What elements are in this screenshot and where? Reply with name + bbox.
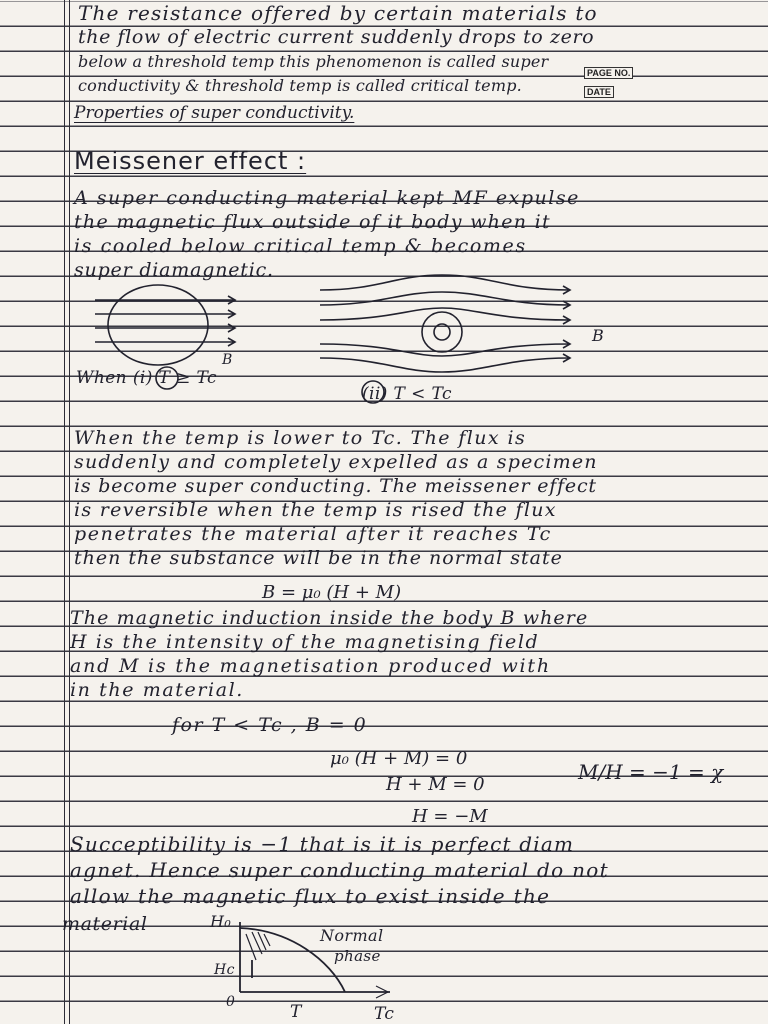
intro-line-1: The resistance offered by certain materials to [78, 1, 598, 25]
graph-label-hc: Hc [214, 962, 235, 978]
graph-label-origin: 0 [226, 994, 236, 1010]
diagram-label-b-left: B [222, 352, 233, 368]
graph-label-h0: H₀ [210, 912, 232, 931]
diagram-label-b-right: B [592, 326, 605, 345]
body4-line-1: Succeptibility is −1 that is it is perfect diam [70, 832, 575, 856]
properties-heading: Properties of super conductivity. [74, 103, 355, 123]
formula-main: B = μ₀ (H + M) [262, 582, 402, 603]
meissner-line-1: A super conducting material kept MF expulse [74, 187, 580, 209]
body3-line-2: H is the intensity of the magnetising field [70, 631, 540, 653]
meissner-line-3: is cooled below critical temp & becomes [74, 235, 527, 257]
derivation-line-2: μ₀ (H + M) = 0 [330, 748, 468, 769]
graph-label-tc: Tc [374, 1004, 395, 1024]
meissner-line-2: the magnetic flux outside of it body when it [74, 211, 551, 233]
body2-line-5: penetrates the material after it reaches Tc [74, 523, 552, 545]
body2-line-1: When the temp is lower to Tc. The flux is [74, 427, 527, 449]
body3-line-3: and M is the magnetisation produced with [70, 655, 551, 677]
body4-line-4: material [62, 913, 148, 935]
intro-line-2: the flow of electric current suddenly drops to zero [78, 26, 595, 48]
diagram-caption-left: When (i) T ≥ Tc [76, 368, 217, 388]
body4-line-3: allow the magnetic flux to exist inside the [70, 884, 551, 908]
intro-line-3: below a threshold temp this phenomenon is called super [78, 52, 549, 71]
body2-line-3: is become super conducting. The meissener effect [74, 475, 597, 497]
derivation-line-4: H = −M [412, 806, 488, 827]
body3-line-1: The magnetic induction inside the body B where [70, 607, 589, 629]
derivation-line-1: for T < Tc , B = 0 [172, 714, 368, 736]
intro-line-4: conductivity & threshold temp is called critical temp. [78, 76, 522, 95]
body3-line-4: in the material. [70, 679, 244, 701]
graph-label-phase: phase [334, 947, 381, 965]
stamp-page-no: PAGE NO. [584, 67, 633, 79]
meissner-line-4: super diamagnetic. [74, 259, 274, 281]
body4-line-2: agnet. Hence super conducting material do not [70, 858, 609, 882]
graph-label-normal: Normal [320, 926, 384, 945]
body2-line-6: then the substance will be in the normal state [74, 547, 563, 569]
derivation-ratio: M/H = −1 = χ [578, 760, 724, 784]
derivation-line-3: H + M = 0 [386, 774, 485, 795]
stamp-date: DATE [584, 86, 614, 98]
graph-label-t: T [290, 1002, 302, 1022]
body2-line-4: is reversible when the temp is rised the flux [74, 499, 557, 521]
body2-line-2: suddenly and completely expelled as a specimen [74, 451, 598, 473]
diagram-caption-right: (ii) T < Tc [362, 384, 452, 404]
meissner-title: Meissener effect : [74, 147, 307, 175]
